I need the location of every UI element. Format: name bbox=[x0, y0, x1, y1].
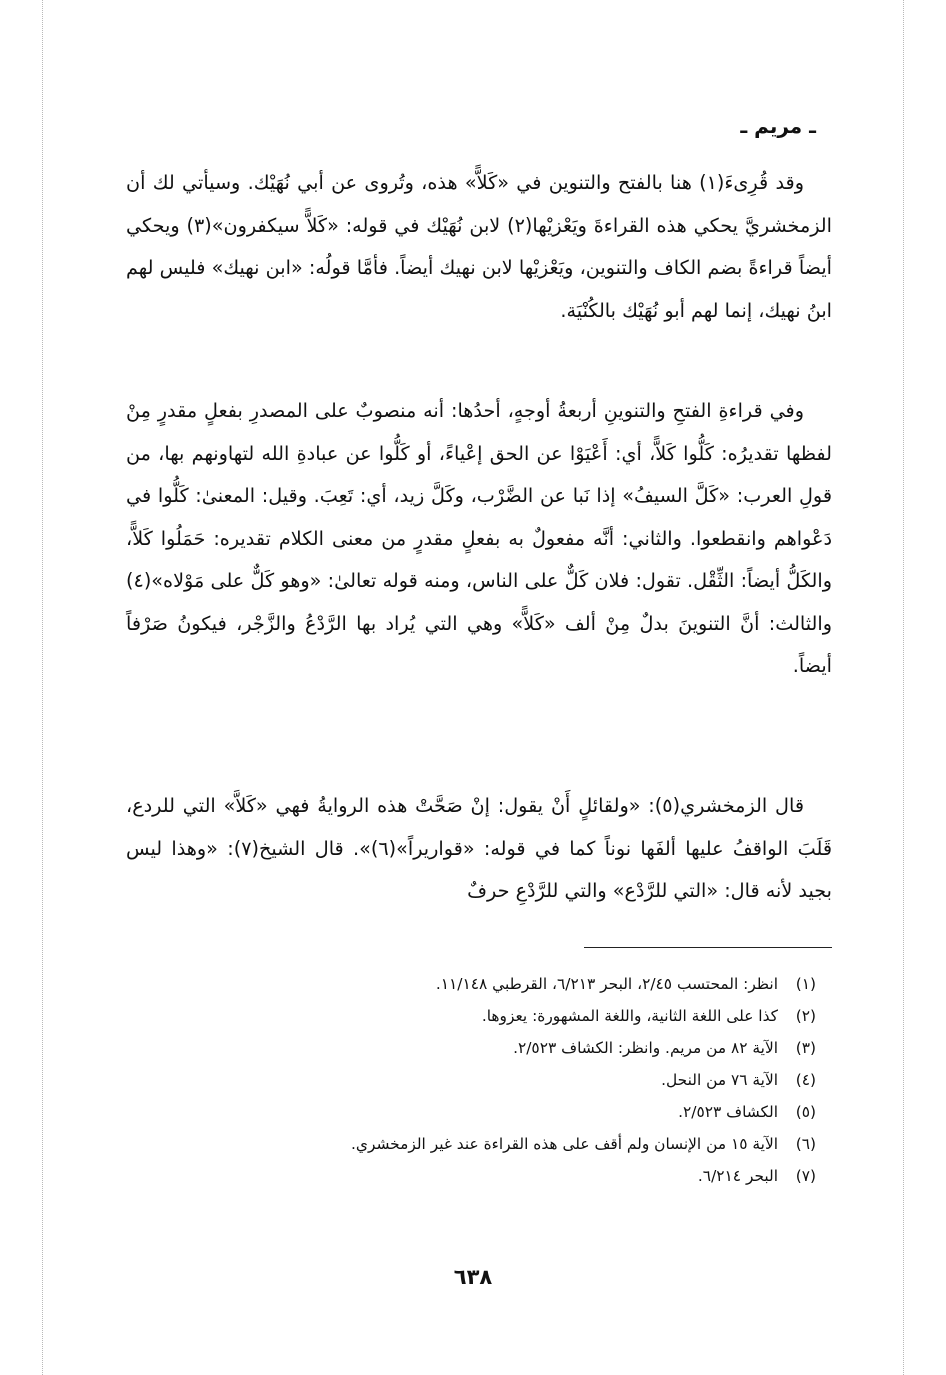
paragraph: وفي قراءةِ الفتحِ والتنوينِ أربعةُ أوجهٍ، أحدُها: أنه منصوبٌ على المصدرِ بفعلٍ مقدرٍ مِنْ لفظها تقديرُه: كَلُّوا كَلاًّ، أي: أَعْيَوْا عن الحق إعْياءً، أو كَلُّوا عن عبادةِ الله لتهاونهم بها، من قولِ العرب: «كَلَّ السيفُ» إذا نَبا عن الضَّرْب، وكَلَّ زيد، أي: تَعِبَ. وقيل: المعنىٰ: كَلُّوا في دَعْواهم وانقطعوا. والثاني: أنَّه مفعولٌ به بفعلٍ مقدرٍ من معنى الكلام تقديره: حَمَلُوا كَلاًّ، والكَلُّ أيضاً: الثِّقْل. تقول: فلان كَلٌّ على الناس، ومنه قوله تعالىٰ: «وهو كَلٌّ على مَوْلاه»(٤) والثالث: أنَّ التنوينَ بدلٌ مِنْ ألف «كَلاًّ» وهي التي يُراد بها الرَّدْعُ والزَّجْر، فيكونُ صَرْفاً أيضاً. bbox=[126, 399, 832, 677]
footnote-item bbox=[176, 1160, 816, 1192]
footnote-text: الآية ٨٢ من مريم. وانظر: الكشاف ٢/٥٢٣. bbox=[513, 1039, 778, 1057]
footnote-number: (١) bbox=[795, 975, 816, 993]
footnote-number: (٧) bbox=[795, 1167, 816, 1185]
footnote-separator bbox=[584, 947, 832, 948]
page-number: ٦٣٨ bbox=[453, 1265, 493, 1289]
footnote-item bbox=[176, 1128, 816, 1160]
footnotes-list bbox=[176, 968, 816, 1192]
main-text-paragraph-1 bbox=[126, 162, 832, 332]
main-text-paragraph-3 bbox=[126, 785, 832, 913]
scan-margin-dots-right bbox=[903, 0, 904, 1375]
paragraph: قال الزمخشري(٥): «ولقائلٍ أَنْ يقول: إنْ صَحَّتْ هذه الروايةُ فهي «كَلاَّ» التي للردع، قَلَبَ الواقفُ عليها ألفَها نوناً كما في قوله: «قواريراً»(٦)». قال الشيخ(٧): «وهذا ليس بجيد لأنه قال: «التي للرَّدْع» والتي للرَّدْعِ حرفٌ bbox=[126, 794, 833, 902]
footnote-number: (٦) bbox=[795, 1135, 816, 1153]
footnote-text: الآية ٧٦ من النحل. bbox=[661, 1071, 778, 1089]
footnote-text: كذا على اللغة الثانية، واللغة المشهورة: يعزوها. bbox=[481, 1007, 778, 1025]
footnote-text: الكشاف ٢/٥٢٣. bbox=[678, 1103, 778, 1121]
footnote-number: (٤) bbox=[795, 1071, 816, 1089]
footnote-text: البحر ٦/٢١٤. bbox=[697, 1167, 778, 1185]
footnote-text: الآية ١٥ من الإنسان ولم أقف على هذه القراءة عند غير الزمخشري. bbox=[351, 1135, 778, 1153]
paragraph: وقد قُرِىءَ(١) هنا بالفتح والتنوين في «كَلاًّ» هذه، وتُروى عن أبي نُهَيْك. وسيأتي لك أن الزمخشريَّ يحكي هذه القراءةَ ويَعْزيْها(٢) لابن نُهَيْك في قوله: «كَلاًّ سيكفرون»(٣) ويحكي أيضاً قراءةً بضم الكاف والتنوين، ويَعْزيْها لابن نهيك أيضاً. فأمَّا قولُه: «ابن نهيك» فليس لهم ابنُ نهيك، إنما لهم أبو نُهَيْك بالكُنْيَة. bbox=[126, 171, 832, 322]
footnote-item bbox=[176, 1064, 816, 1096]
footnote-number: (٢) bbox=[795, 1007, 816, 1025]
main-text-paragraph-2 bbox=[126, 390, 832, 688]
footnote-item bbox=[176, 1032, 816, 1064]
footnote-item bbox=[176, 1096, 816, 1128]
footnote-item bbox=[176, 968, 816, 1000]
footnote-item bbox=[176, 1000, 816, 1032]
running-header: ـ مريم ـ bbox=[740, 114, 816, 138]
scan-margin-dots-left bbox=[42, 0, 43, 1375]
footnote-number: (٣) bbox=[795, 1039, 816, 1057]
footnote-number: (٥) bbox=[795, 1103, 816, 1121]
footnote-text: انظر: المحتسب ٢/٤٥، البحر ٦/٢١٣، القرطبي ١١/١٤٨. bbox=[435, 975, 778, 993]
